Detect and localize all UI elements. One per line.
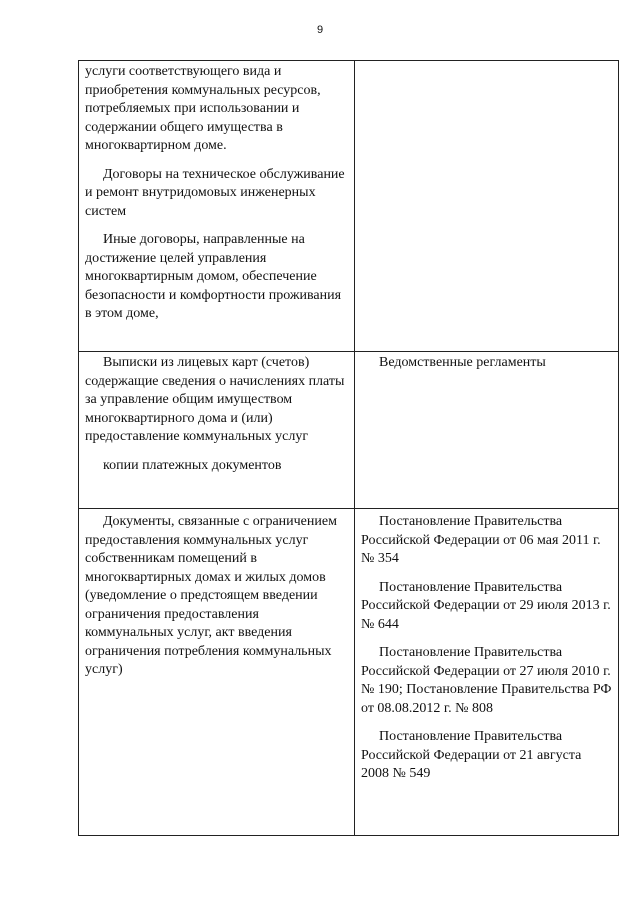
table-row bbox=[79, 352, 619, 509]
paragraph: копии платежных документов bbox=[103, 457, 282, 473]
paragraph: Иные договоры, направленные на достижение целей управления многоквартирным домом, обеспечение безопасности и комфортности проживания в этом доме, bbox=[85, 232, 342, 321]
table-cell-right bbox=[355, 61, 619, 352]
paragraph: услуги соответствующего вида и приобретения коммунальных ресурсов, потребляемых при использовании и содержании общего имущества в многоквартирном доме. bbox=[85, 64, 321, 153]
paragraph: Выписки из лицевых карт (счетов) содержащие сведения о начислениях платы за управление общим имуществом многоквартирного дома и (или) предоставление коммунальных услуг bbox=[85, 355, 345, 444]
table-cell-right bbox=[355, 509, 619, 836]
table-row bbox=[79, 509, 619, 836]
paragraph: Постановление Правительства Российской Федерации от 06 мая 2011 г. № 354 bbox=[361, 514, 601, 566]
table-row bbox=[79, 61, 619, 352]
table-cell-left bbox=[79, 352, 355, 509]
paragraph: Документы, связанные с ограничением предоставления коммунальных услуг собственникам помещений в многоквартирных домах и жилых домов (уведомление о предстоящем введении ограничения предоставления коммунальных услуг, акт введения ограничения потребления коммунальных услуг) bbox=[85, 514, 337, 677]
paragraph: Постановление Правительства Российской Федерации от 29 июля 2013 г. № 644 bbox=[361, 579, 611, 632]
paragraph: Постановление Правительства Российской Федерации от 21 августа 2008 № 549 bbox=[361, 729, 582, 781]
page-number: 9 bbox=[316, 24, 324, 36]
table-cell-left bbox=[79, 61, 355, 352]
paragraph: Ведомственные регламенты bbox=[379, 355, 546, 370]
document-table bbox=[78, 60, 619, 836]
table-cell-left bbox=[79, 509, 355, 836]
paragraph: Договоры на техническое обслуживание и ремонт внутридомовых инженерных систем bbox=[85, 166, 345, 219]
table-cell-right bbox=[355, 352, 619, 509]
paragraph: Постановление Правительства Российской Федерации от 27 июля 2010 г. № 190; Постановление Правительства РФ от 08.08.2012 г. № 808 bbox=[361, 645, 612, 716]
